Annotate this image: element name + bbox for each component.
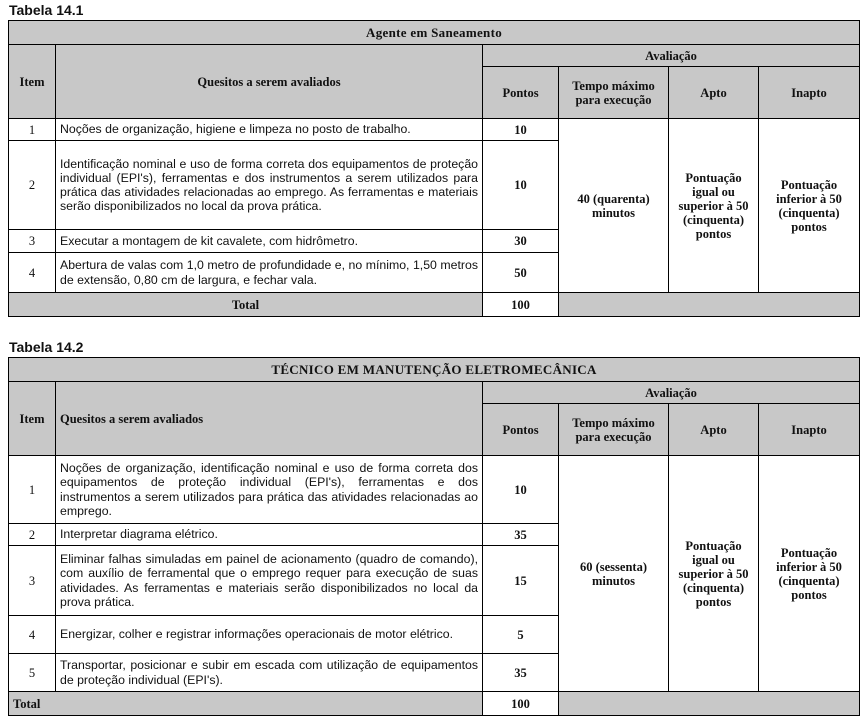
item-number: 2 xyxy=(9,141,56,230)
table2-inapto: Pontuação inferior à 50 (cinquenta) pontos xyxy=(759,456,860,692)
table2 xyxy=(8,357,860,716)
table1-header-tempo: Tempo máximo para execução xyxy=(559,67,669,119)
total-filler xyxy=(559,692,860,716)
item-points: 5 xyxy=(483,616,559,654)
table2-title: TÉCNICO EM MANUTENÇÃO ELETROMECÂNICA xyxy=(9,358,860,382)
item-number: 1 xyxy=(9,456,56,524)
table1-title: Agente em Saneamento xyxy=(9,21,860,45)
item-description: Executar a montagem de kit cavalete, com hidrômetro. xyxy=(56,230,483,253)
table2-caption: Tabela 14.2 xyxy=(9,339,84,355)
item-number: 2 xyxy=(9,524,56,546)
item-description: Energizar, colher e registrar informações operacionais de motor elétrico. xyxy=(56,616,483,654)
table1 xyxy=(8,20,860,317)
item-description: Noções de organização, identificação nominal e uso de forma correta dos equipamentos de proteção individual (EPI's), ferramentas e dos instrumentos a serem utilizados para prática das atividades relacionadas ao emprego. xyxy=(56,456,483,524)
table2-header-avaliacao: Avaliação xyxy=(483,382,860,404)
item-number: 3 xyxy=(9,230,56,253)
total-points: 100 xyxy=(483,692,559,716)
item-description: Interpretar diagrama elétrico. xyxy=(56,524,483,546)
table2-header-inapto: Inapto xyxy=(759,404,860,456)
table1-header-item: Item xyxy=(9,45,56,119)
table1-header-pontos: Pontos xyxy=(483,67,559,119)
total-label: Total xyxy=(9,293,483,317)
table1-header-apto: Apto xyxy=(669,67,759,119)
table1-header-avaliacao: Avaliação xyxy=(483,45,860,67)
table2-header-apto: Apto xyxy=(669,404,759,456)
item-description: Identificação nominal e uso de forma correta dos equipamentos de proteção individual (EPI's), ferramentas e dos instrumentos a serem utilizados para prática das atividades relacionadas ao emprego. As ferramentas e materiais serão disponibilizados no local da prova prática. xyxy=(56,141,483,230)
table1-total-row xyxy=(9,293,860,317)
table2-header-pontos: Pontos xyxy=(483,404,559,456)
item-points: 15 xyxy=(483,546,559,616)
table2-header-quesitos: Quesitos a serem avaliados xyxy=(56,382,483,456)
total-points: 100 xyxy=(483,293,559,317)
table-row xyxy=(9,456,860,524)
table1-inapto: Pontuação inferior à 50 (cinquenta) pontos xyxy=(759,119,860,293)
table1-apto: Pontuação igual ou superior à 50 (cinquenta) pontos xyxy=(669,119,759,293)
table1-header-quesitos: Quesitos a serem avaliados xyxy=(56,45,483,119)
item-points: 10 xyxy=(483,119,559,141)
item-points: 10 xyxy=(483,141,559,230)
item-number: 4 xyxy=(9,616,56,654)
table-row xyxy=(9,119,860,141)
table1-tempo: 40 (quarenta) minutos xyxy=(559,119,669,293)
item-description: Noções de organização, higiene e limpeza no posto de trabalho. xyxy=(56,119,483,141)
item-points: 30 xyxy=(483,230,559,253)
table1-header-inapto: Inapto xyxy=(759,67,860,119)
item-description: Eliminar falhas simuladas em painel de acionamento (quadro de comando), com auxílio de ferramental que o emprego requer para execução de suas atividades. As ferramentas e materiais serão disponibilizados no local da prova prática. xyxy=(56,546,483,616)
total-filler xyxy=(559,293,860,317)
table2-apto: Pontuação igual ou superior à 50 (cinquenta) pontos xyxy=(669,456,759,692)
table2-tempo: 60 (sessenta) minutos xyxy=(559,456,669,692)
item-number: 5 xyxy=(9,654,56,692)
table2-total-row xyxy=(9,692,860,716)
item-points: 35 xyxy=(483,524,559,546)
table2-header-tempo: Tempo máximo para execução xyxy=(559,404,669,456)
item-points: 50 xyxy=(483,253,559,293)
item-number: 1 xyxy=(9,119,56,141)
item-points: 10 xyxy=(483,456,559,524)
table2-header-item: Item xyxy=(9,382,56,456)
item-description: Abertura de valas com 1,0 metro de profundidade e, no mínimo, 1,50 metros de extensão, 0,80 cm de largura, e fechar vala. xyxy=(56,253,483,293)
item-number: 4 xyxy=(9,253,56,293)
total-label: Total xyxy=(9,692,483,716)
item-points: 35 xyxy=(483,654,559,692)
item-description: Transportar, posicionar e subir em escada com utilização de equipamentos de proteção individual (EPI's). xyxy=(56,654,483,692)
item-number: 3 xyxy=(9,546,56,616)
table1-caption: Tabela 14.1 xyxy=(9,2,84,18)
